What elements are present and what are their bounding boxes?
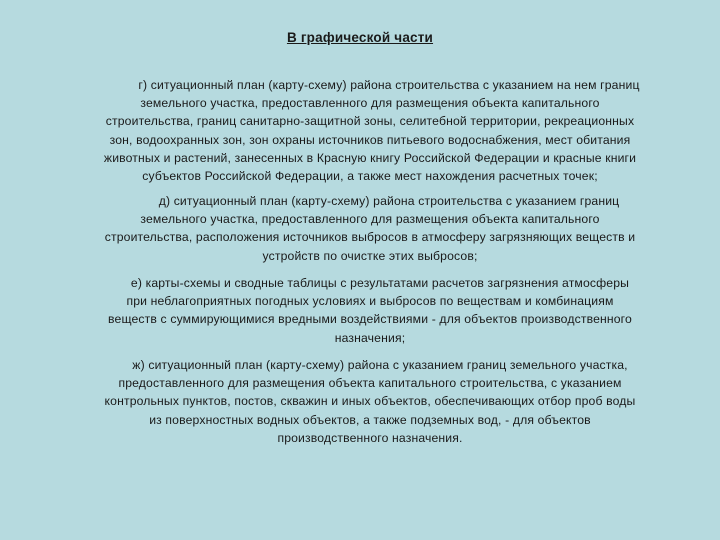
paragraph-line: веществ с суммирующимися вредными воздействиями - для объектов производственного — [108, 312, 632, 327]
paragraph-line: субъектов Российской Федерации, а также мест нахождения расчетных точек; — [142, 169, 598, 184]
paragraph-line: земельного участка, предоставленного для размещения объекта капитального — [140, 212, 600, 227]
paragraph-line: предоставленного для размещения объекта капитального строительства, с указанием — [118, 376, 622, 391]
paragraph-g — [40, 76, 700, 185]
paragraph-line: земельного участка, предоставленного для размещения объекта капитального — [140, 96, 600, 111]
paragraph-d — [40, 192, 700, 265]
paragraph-line: строительства, расположения источников выбросов в атмосферу загрязняющих веществ и — [104, 230, 636, 245]
paragraph-line: производственного назначения. — [277, 430, 463, 445]
slide-title: В графической части — [286, 30, 434, 45]
paragraph-line: зон, водоохранных зон, зон охраны источников питьевого водоснабжения, мест обитания — [109, 132, 631, 147]
paragraph-line: из поверхностных водных объектов, а также подземных вод, - для объектов — [149, 412, 591, 427]
paragraph-line: устройств по очистке этих выбросов; — [262, 248, 478, 263]
paragraph-e — [40, 274, 700, 347]
paragraph-line: животных и растений, занесенных в Красную книгу Российской Федерации и красные книги — [103, 150, 637, 165]
paragraph-line: назначения; — [334, 330, 406, 345]
paragraph-line: е) карты-схемы и сводные таблицы с результатами расчетов загрязнения атмосферы — [130, 276, 630, 290]
paragraph-line: д) ситуационный план (карту-схему) района строительства с указанием границ — [158, 194, 620, 208]
paragraph-line: строительства, границ санитарно-защитной зоны, селитебной территории, рекреационных — [105, 114, 635, 129]
paragraph-line: г) ситуационный план (карту-схему) района строительства с указанием на нем границ — [138, 78, 640, 92]
paragraph-line: ж) ситуационный план (карту-схему) района с указанием границ земельного участка, — [132, 358, 628, 372]
paragraph-zh — [40, 356, 700, 447]
paragraph-line: при неблагоприятных погодных условиях и выбросов по веществам и комбинациям — [126, 294, 614, 309]
paragraph-line: контрольных пунктов, постов, скважин и иных объектов, обеспечивающих отбор проб воды — [104, 394, 636, 409]
